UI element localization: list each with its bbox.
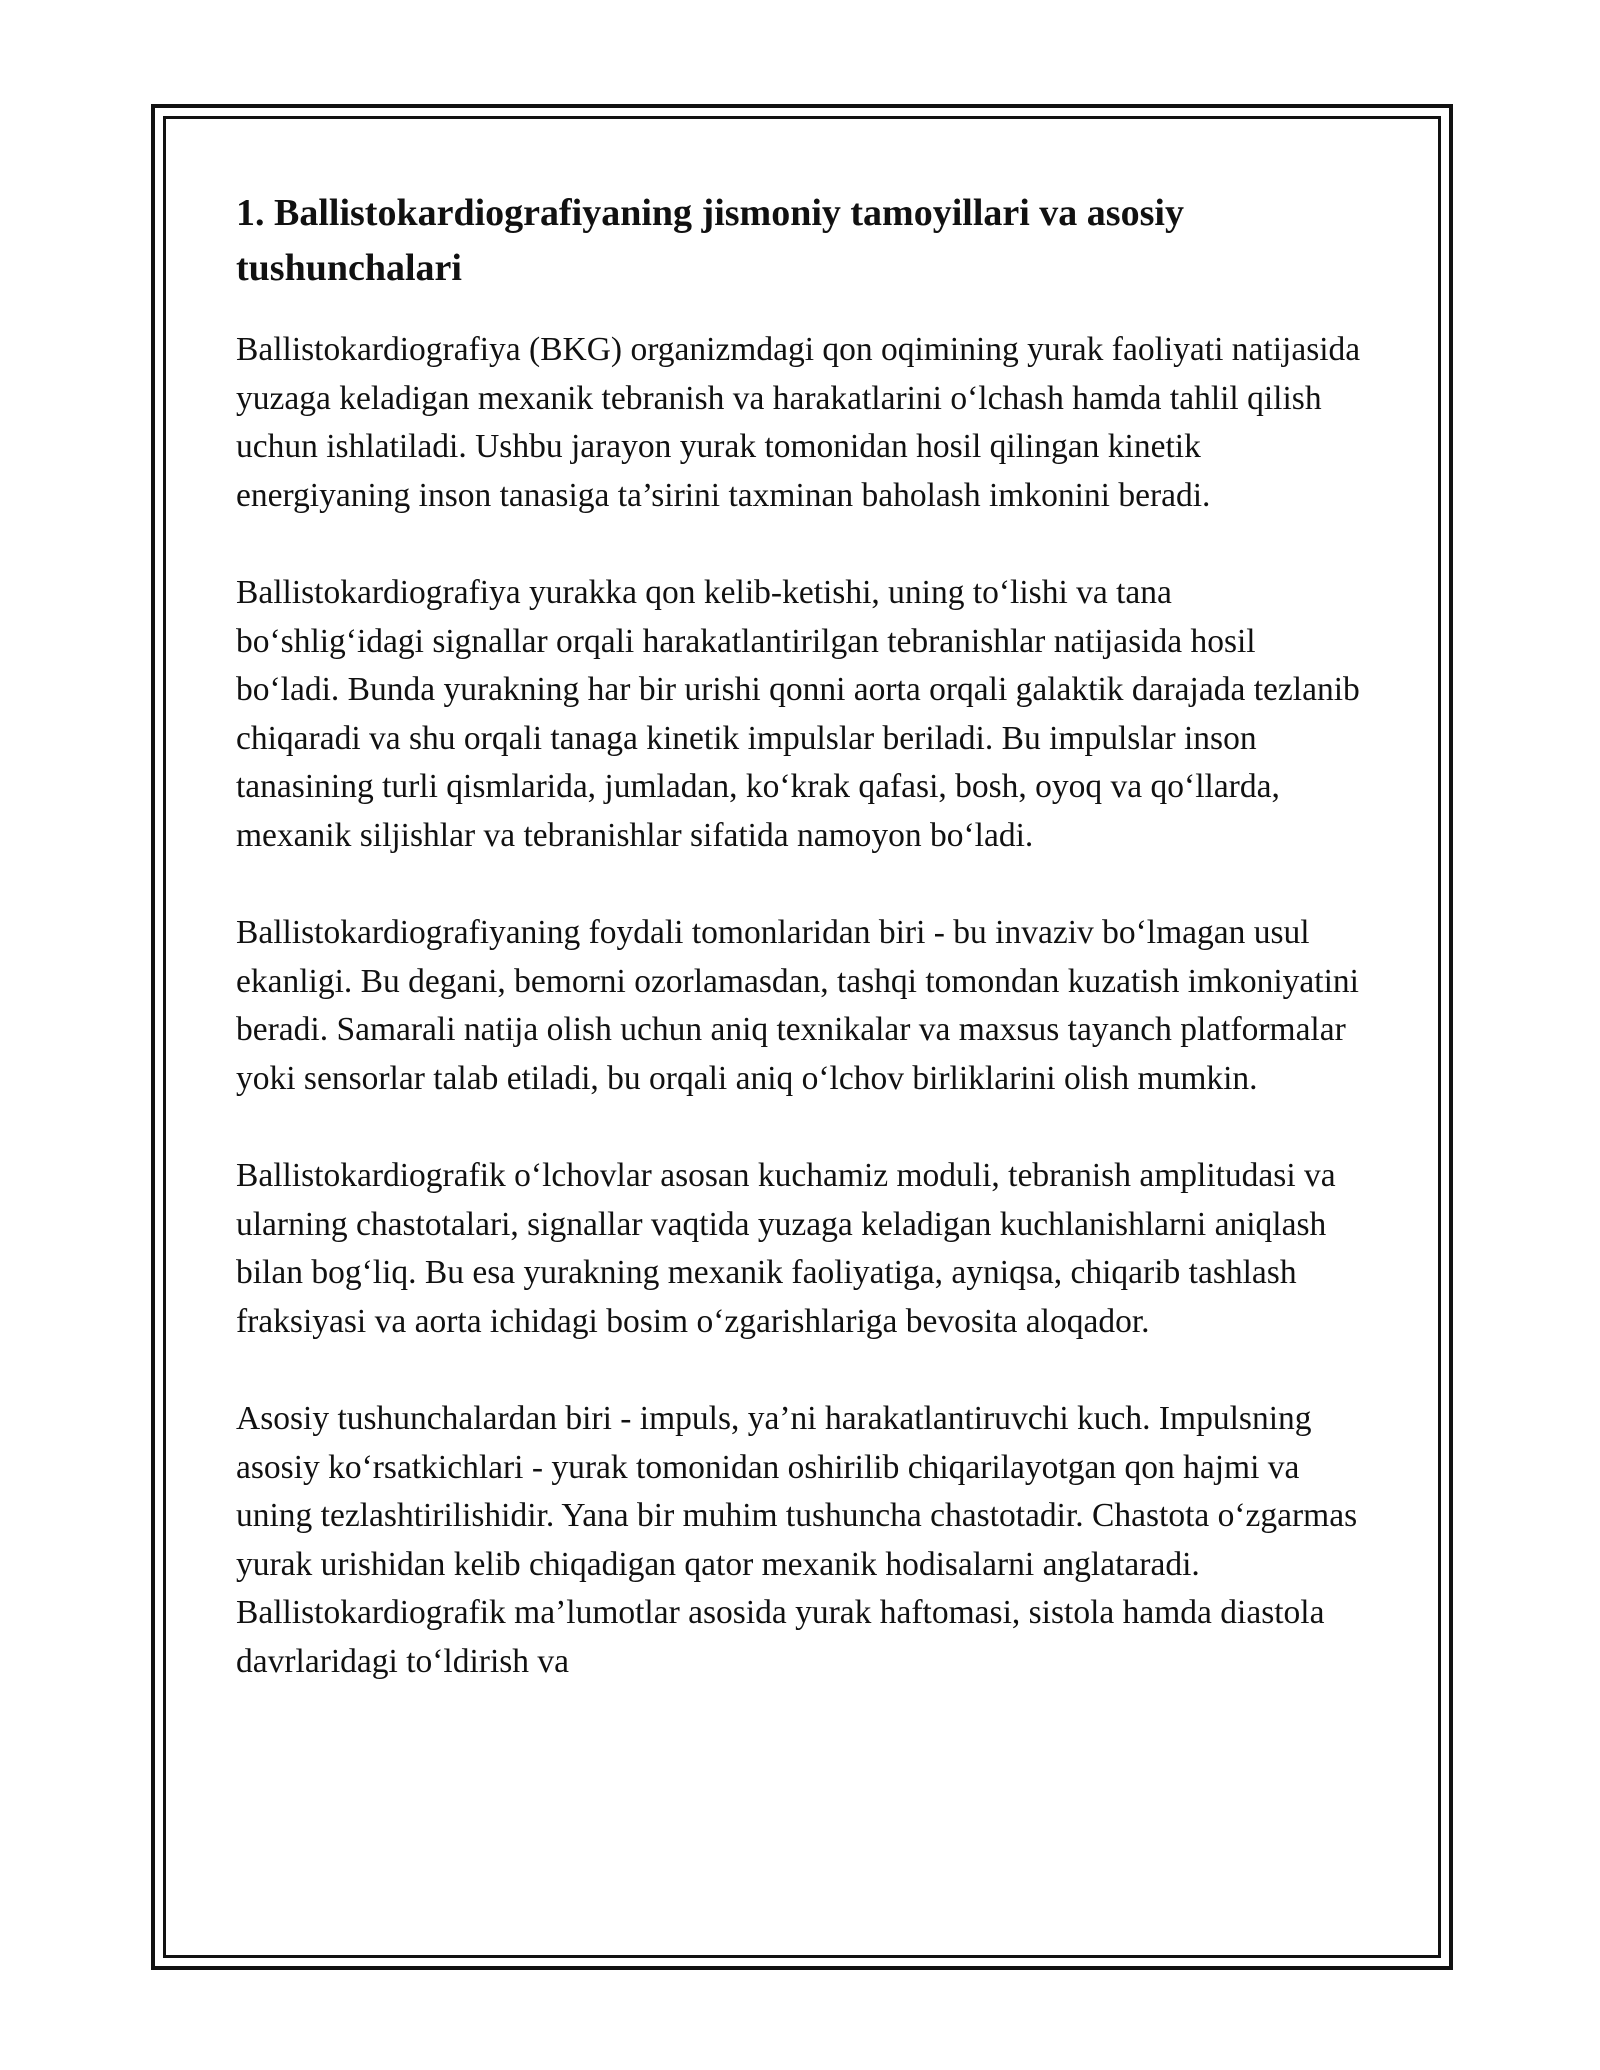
paragraph-3: Ballistokardiografiyaning foydali tomonlaridan biri - bu invaziv bo‘lmagan usul ekanligi. Bu degani, bemorni ozorlamasdan, tashqi tomondan kuzatish imkoniyatini beradi. Samarali natija olish uchun aniq texnikalar va maxsus tayanch platformalar yoki sensorlar talab etiladi, bu orqali aniq o‘lchov birliklarini olish mumkin.	[236, 914, 1359, 1097]
paragraph-5: Asosiy tushunchalardan biri - impuls, ya’ni harakatlantiruvchi kuch. Impulsning asosiy ko‘rsatkichlari - yurak tomonidan oshirilib chiqarilayotgan qon hajmi va uning tezlashtirilishidir. Yana bir muhim tushuncha chastotadir. Chastota o‘zgarmas yurak urishidan kelib chiqadigan qator mexanik hodisalarni anglataradi. Ballistokardiografik ma’lumotlar asosida yurak haftomasi, sistola hamda diastola davrlaridagi to‘ldirish va	[236, 1400, 1358, 1681]
paragraph-4: Ballistokardiografik o‘lchovlar asosan kuchamiz moduli, tebranish amplitudasi va ularning chastotalari, signallar vaqtida yuzaga keladigan kuchlanishlarni aniqlash bilan bog‘liq. Bu esa yurakning mexanik faoliyatiga, ayniqsa, chiqarib tashlash fraksiyasi va aorta ichidagi bosim o‘zgarishlariga bevosita aloqador.	[236, 1157, 1336, 1340]
paragraph-2: Ballistokardiografiya yurakka qon kelib-ketishi, uning to‘lishi va tana bo‘shlig‘idagi signallar orqali harakatlantirilgan tebranishlar natijasida hosil bo‘ladi. Bunda yurakning har bir urishi qonni aorta orqali galaktik darajada tezlanib chiqaradi va shu orqali tanaga kinetik impulslar beriladi. Bu impulslar inson tanasining turli qismlarida, jumladan, ko‘krak qafasi, bosh, oyoq va qo‘llarda, mexanik siljishlar va tebranishlar sifatida namoyon bo‘ladi.	[236, 573, 1360, 854]
document-body	[236, 186, 1366, 1735]
paragraph-1: Ballistokardiografiya (BKG) organizmdagi qon oqimining yurak faoliyati natijasida yuzaga keladigan mexanik tebranish va harakatlarini o‘lchash hamda tahlil qilish uchun ishlatiladi. Ushbu jarayon yurak tomonidan hosil qilingan kinetik energiyaning inson tanasiga ta’sirini taxminan baholash imkonini beradi.	[236, 331, 1361, 514]
section-heading: 1. Ballistokardiografiyaning jismoniy tamoyillari va asosiy tushunchalari	[236, 192, 1184, 289]
